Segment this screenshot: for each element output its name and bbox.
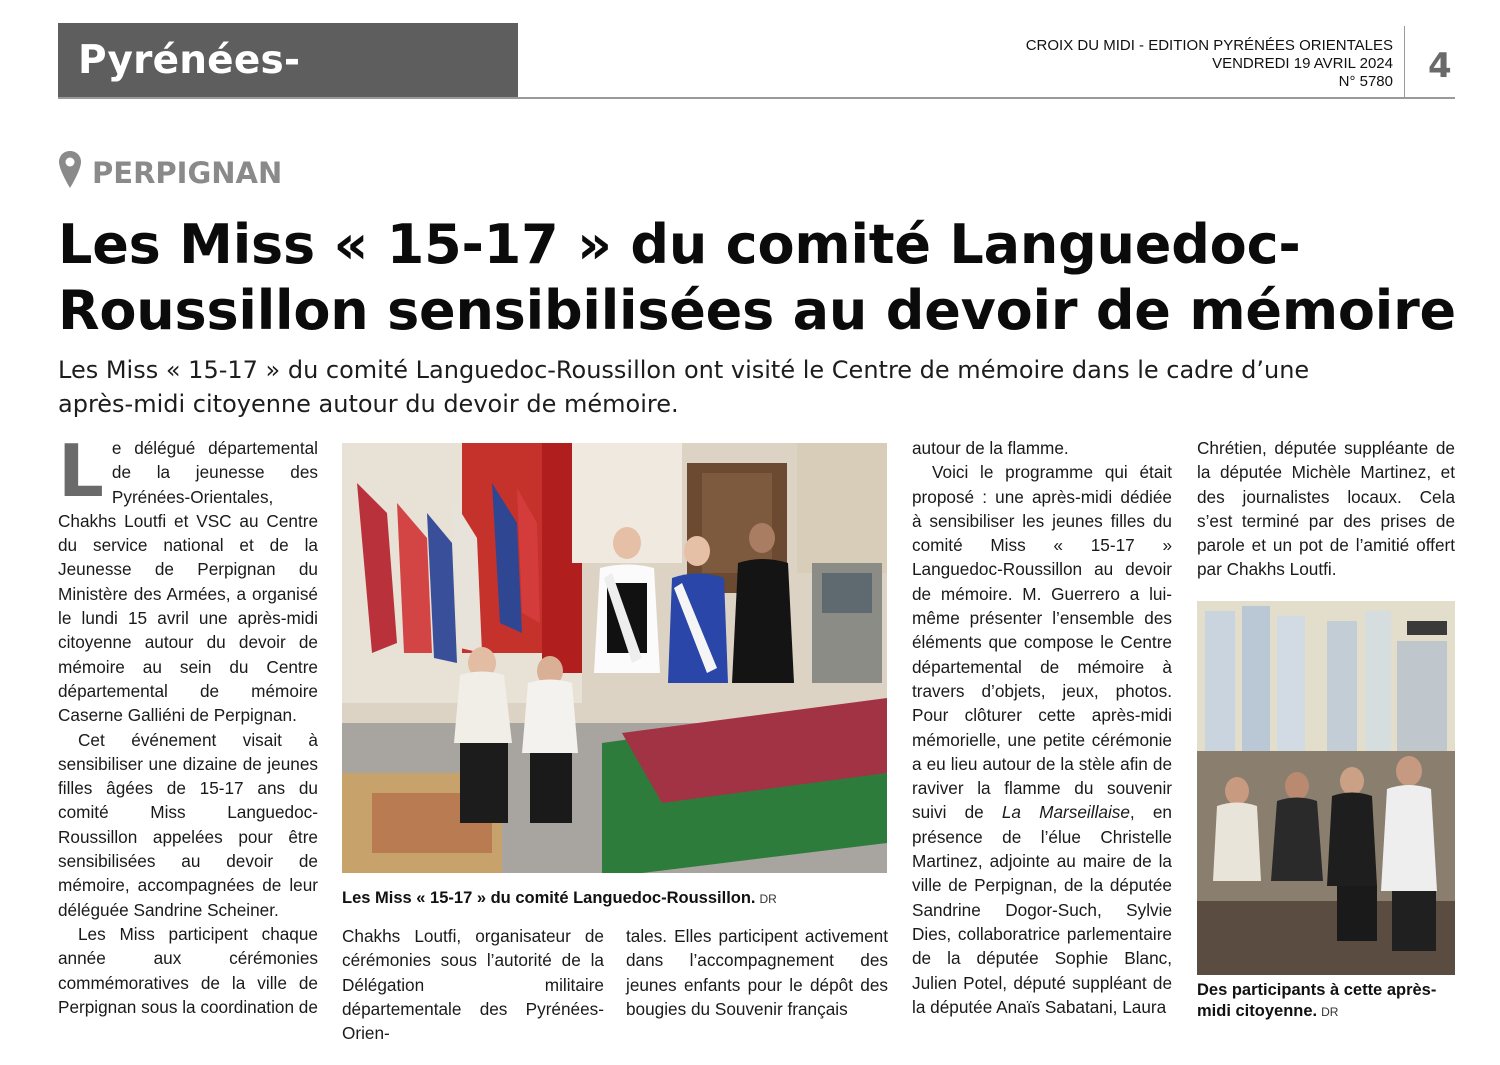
photo-caption: Les Miss « 15-17 » du comité Languedoc-Roussillon. DR xyxy=(342,889,777,907)
photo-miss-group xyxy=(342,443,887,873)
article-column-4 xyxy=(912,436,1172,1019)
photo-credit: DR xyxy=(759,892,777,906)
article-deck: Les Miss « 15-17 » du comité Languedoc-Roussillon ont visité le Centre de mémoire dans le cadre d’une après-midi citoyenne autour du devoir de mémoire. xyxy=(58,356,1310,418)
photo-caption: Des participants à cette après-midi citoyenne. DR xyxy=(1197,981,1437,1020)
article-headline: Les Miss « 15-17 » du comité Languedoc-Roussillon sensibilisées au devoir de mémoire xyxy=(58,213,1456,342)
paragraph: Le délégué départemental de la jeunesse des Pyrénées-Orientales, Chakhs Loutfi et VSC au Centre du service national et de la Jeunesse de Perpignan du Ministère des Armées, a organisé le lundi 15 avril une après-midi citoyenne autour du devoir de mémoire au sein du Centre départemental de mémoire Caserne Galliéni de Perpignan. xyxy=(58,429,318,726)
photo-participants-image xyxy=(1197,601,1455,975)
paragraph: Les Miss participent chaque année aux cérémonies commémoratives de la ville de Perpignan sous la coordination de xyxy=(58,923,318,1017)
paragraph: tales. Elles participent activement dans l’accompagnement des jeunes enfants pour le dépôt des bougies du Souvenir français xyxy=(626,926,888,1019)
photo-participants xyxy=(1197,601,1455,975)
drop-cap: L xyxy=(58,429,104,513)
issue-number: N° 5780 xyxy=(1338,73,1393,90)
map-pin-icon xyxy=(58,150,82,190)
paragraph: Voici le programme qui était proposé : une après-midi dédiée à sensibiliser les jeunes filles du comité Miss « 15-17 » Languedoc-Roussillon au devoir de mémoire. M. Guerrero a lui-même présenter l’ensemble des éléments que compose le Centre départemental de mémoire à travers d’objets, jeux, photos. Pour clôturer cette après-midi mémorielle, une petite cérémonie a eu lieu autour de la stèle afin de raviver la flamme du souvenir suivi de La Marseillaise, en présence de l’élue Christelle Martinez, adjointe au maire de la ville de Perpignan, de la députée Sandrine Dogor-Such, Sylvie Dies, collaboratrice parlementaire de la députée Sophie Blanc, Julien Potel, député suppléant de la députée Anaïs Sabatani, Laura xyxy=(912,462,1172,1017)
paragraph: autour de la flamme. xyxy=(912,438,1069,458)
photo-credit: DR xyxy=(1321,1005,1339,1019)
publication-date: VENDREDI 19 AVRIL 2024 xyxy=(1212,55,1393,72)
photo-miss-group-image xyxy=(342,443,887,873)
article-column-2 xyxy=(342,924,604,1045)
paragraph: Chakhs Loutfi, organisateur de cérémonies sous l’autorité de la Délégation militaire départementale des Pyrénées-Orien- xyxy=(342,926,604,1044)
publication-info xyxy=(1026,37,1393,91)
header-rule xyxy=(58,97,1455,99)
header-separator xyxy=(1404,26,1405,98)
section-title: Pyrénées-Orientales xyxy=(58,23,518,98)
article-column-1 xyxy=(58,429,318,1019)
article-column-5 xyxy=(1197,436,1455,582)
publication-name: CROIX DU MIDI - EDITION PYRÉNÉES ORIENTALES xyxy=(1025,37,1393,54)
location-label: PERPIGNAN xyxy=(92,156,283,190)
paragraph: Cet événement visait à sensibiliser une dizaine de jeunes filles âgées de 15-17 ans du comité Miss Languedoc-Roussillon appelées pour être sensibilisées au devoir de mémoire, accompagnées de leur déléguée Sandrine Scheiner. xyxy=(58,729,318,920)
article-column-3 xyxy=(626,924,888,1021)
paragraph: Chrétien, députée suppléante de la députée Michèle Martinez, et des journalistes locaux. Cela s’est terminé par des prises de parole et un pot de l’amitié offert par Chakhs Loutfi. xyxy=(1197,438,1455,580)
page-number: 4 xyxy=(1428,46,1452,86)
